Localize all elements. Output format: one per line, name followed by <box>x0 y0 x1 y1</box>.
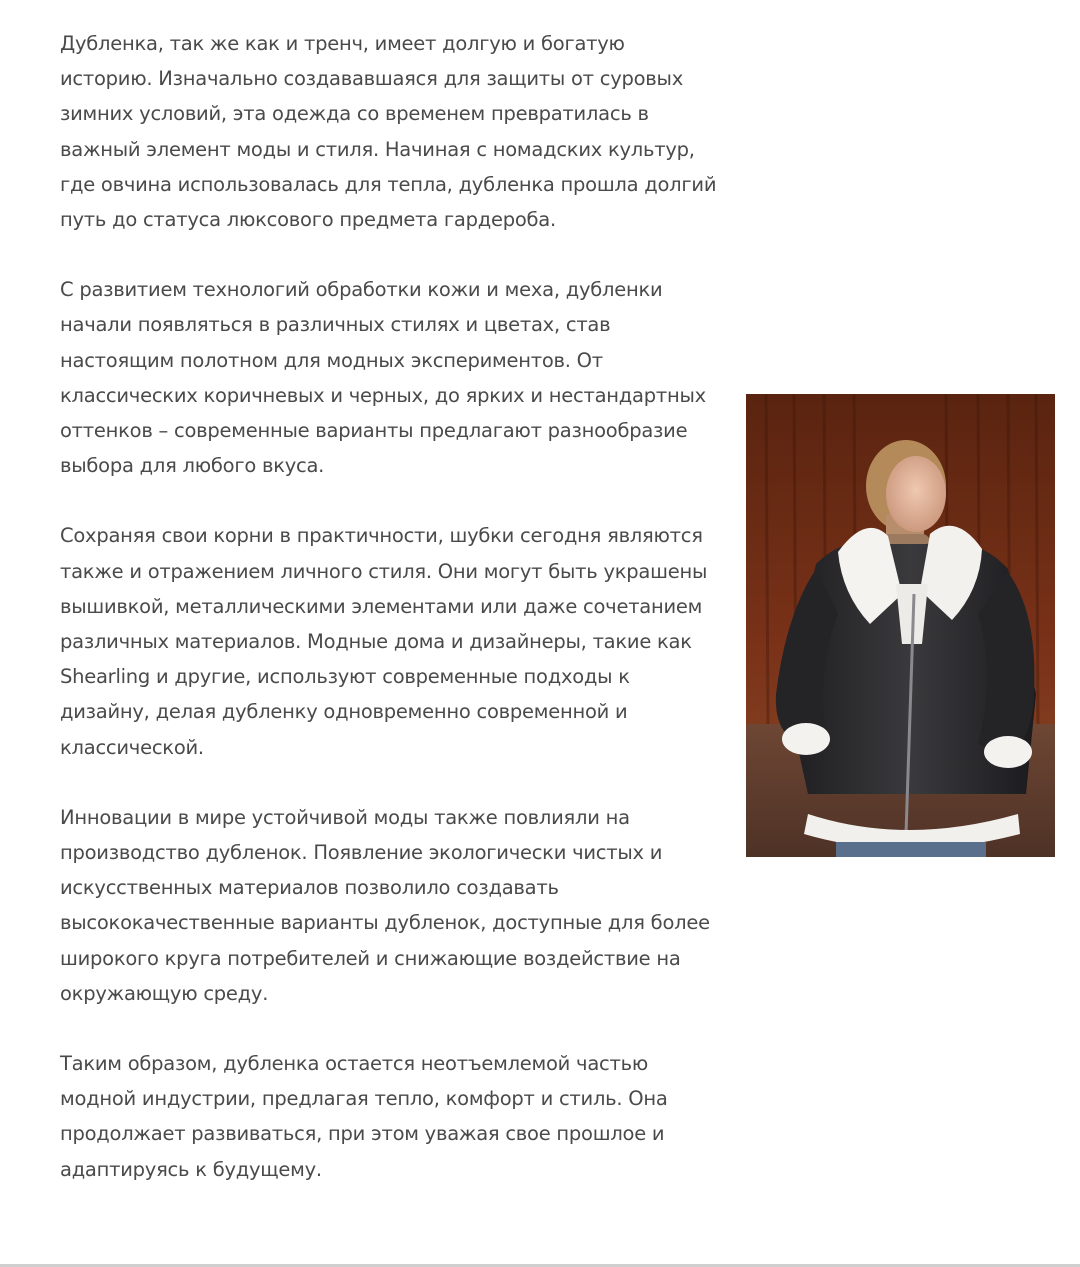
article-paragraph-styles: С развитием технологий обработки кожи и меха, дубленки начали появляться в различных стилях и цветах, став настоящим полотном для модных экспериментов. От классических коричневых и черных, до ярких и нестандартных оттенков – современные варианты предлагают разнообразие выбора для любого вкуса. <box>60 278 706 478</box>
woman-in-shearling-jacket-image <box>746 394 1055 857</box>
article-paragraph-personal-style: Сохраняя свои корни в практичности, шубки сегодня являются также и отражением личного стиля. Они могут быть украшены вышивкой, металлическими элементами или даже сочетанием различных материалов. Модные дома и дизайнеры, такие как Shearling и другие, используют современные подходы к дизайну, делая дубленку одновременно современной и классической. <box>60 524 708 759</box>
article-paragraph-sustainability: Инновации в мире устойчивой моды также повлияли на производство дубленок. Появление экологически чистых и искусственных материалов позволило создавать высококачественные варианты дубленок, доступные для более широкого круга потребителей и снижающие воздействие на окружающую среду. <box>60 805 710 1005</box>
article-photo <box>746 394 1055 857</box>
article-paragraph-history: Дубленка, так же как и тренч, имеет долгую и богатую историю. Изначально создававшаяся для защиты от суровых зимних условий, эта одежда со временем превратилась в важный элемент моды и стиля. Начиная с номадских культур, где овчина использовалась для тепла, дубленка прошла долгий путь до статуса люксового предмета гардероба. <box>60 32 717 232</box>
article-paragraph-conclusion: Таким образом, дубленка остается неотъемлемой частью модной индустрии, предлагая тепло, комфорт и стиль. Она продолжает развиваться, при этом уважая свое прошлое и адаптируясь к будущему. <box>60 1052 668 1181</box>
article-body <box>60 26 720 1222</box>
